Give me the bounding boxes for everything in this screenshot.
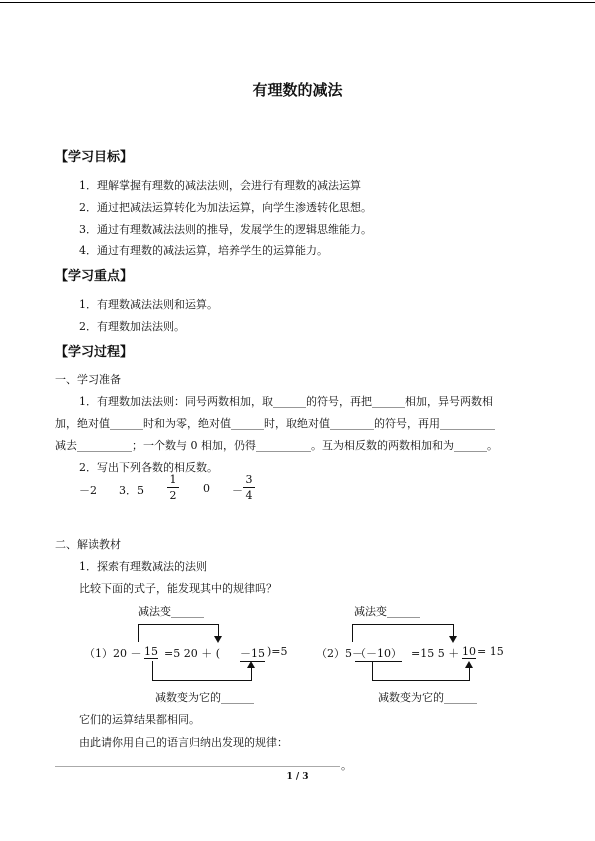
part2-heading: 二、解读教材 <box>55 538 121 551</box>
top-border <box>0 2 595 3</box>
left-bottom-bracket-left <box>152 661 153 681</box>
left-eq-subtrahend: 15 <box>144 645 158 658</box>
left-eq-part-c: =5 20 ＋ ( <box>164 647 220 660</box>
answer-end-mark: 。 <box>341 759 352 772</box>
focus-item: 2．有理数加法法则。 <box>79 320 185 333</box>
left-eq-opposite: －15 <box>240 647 265 660</box>
fraction-three-quarters <box>243 473 255 502</box>
right-bottom-bracket-bar <box>372 680 470 681</box>
right-eq-part-e: = 15 <box>477 645 504 658</box>
number-3-5: 3．5 <box>119 484 144 497</box>
section-focus-heading: 【学习重点】 <box>55 269 134 284</box>
page-title: 有理数的减法 <box>252 81 343 99</box>
fraction-bar <box>243 487 255 488</box>
fraction-denominator: 4 <box>245 489 253 502</box>
right-eq-part-a: （2）5－ <box>316 647 363 660</box>
left-bottom-bracket-right <box>251 667 252 680</box>
same-result-text: 它们的运算结果都相同。 <box>79 713 200 726</box>
right-top-bracket-left <box>352 624 353 642</box>
left-bottom-bracket-bar <box>152 680 252 681</box>
number-neg2: －2 <box>79 484 97 497</box>
right-bottom-bracket-left <box>372 661 373 681</box>
right-bottom-bracket-right <box>469 667 470 680</box>
fraction-bar <box>167 487 179 488</box>
goal-item: 3．通过有理数减法法则的推导，发展学生的逻辑思维能力。 <box>79 223 372 236</box>
part2-ask: 比较下面的式子，能发现其中的规律吗？ <box>79 582 277 595</box>
section-goals-heading: 【学习目标】 <box>55 150 134 165</box>
left-arrow-down-icon <box>214 636 222 643</box>
right-eq-opposite: 10 <box>462 645 476 658</box>
left-top-bracket-left <box>138 624 139 642</box>
goal-item: 1．理解掌握有理数的减法法则，会进行有理数的减法运算 <box>79 179 361 192</box>
answer-line <box>55 766 340 767</box>
left-bottom-label: 减数变为它的______ <box>155 691 254 704</box>
q1-line2: 加，绝对值______时和为零，绝对值______时，取绝对值________的符号，再用__________ <box>55 417 495 430</box>
q1-line3: 减去__________；一个数与 0 相加，仍得__________。互为相反数的两数相加和为______。 <box>55 439 498 452</box>
right-bottom-label: 减数变为它的______ <box>378 691 477 704</box>
fraction-numerator: 1 <box>169 473 177 486</box>
left-top-bracket-bar <box>138 624 218 625</box>
summarize-prompt: 由此请你用自己的语言归纳出发现的规律： <box>79 736 288 749</box>
q1-line1: 1．有理数加法法则：同号两数相加，取______的符号，再把______相加，异号两数相 <box>79 395 493 408</box>
fraction-numerator: 3 <box>245 473 253 486</box>
goal-item: 4．通过有理数的减法运算，培养学生的运算能力。 <box>79 244 328 257</box>
fraction-sign: － <box>232 484 243 497</box>
right-eq-part-c: =15 5 ＋ <box>411 647 460 660</box>
right-top-label: 减法变______ <box>354 605 420 618</box>
left-top-bracket-right <box>218 624 219 636</box>
section-process-heading: 【学习过程】 <box>55 345 134 360</box>
q2-prompt: 2．写出下列各数的相反数。 <box>79 461 218 474</box>
fraction-denominator: 2 <box>169 489 177 502</box>
fraction-one-half <box>167 473 179 502</box>
right-eq-subtrahend: （－10） <box>355 647 402 660</box>
right-top-bracket-right <box>453 624 454 636</box>
left-eq-part-a: （1）20 － <box>84 647 142 660</box>
right-arrow-down-icon <box>449 636 457 643</box>
number-zero: 0 <box>203 482 210 495</box>
part1-heading: 一、学习准备 <box>55 373 121 386</box>
left-top-label: 减法变______ <box>138 605 204 618</box>
focus-item: 1．有理数减法法则和运算。 <box>79 298 218 311</box>
left-eq-part-e: )=5 <box>267 645 288 658</box>
right-top-bracket-bar <box>352 624 453 625</box>
part2-sub1: 1．探索有理数减法的法则 <box>79 560 207 573</box>
page-number: 1 / 3 <box>286 772 309 782</box>
goal-item: 2．通过把减法运算转化为加法运算，向学生渗透转化思想。 <box>79 201 372 214</box>
